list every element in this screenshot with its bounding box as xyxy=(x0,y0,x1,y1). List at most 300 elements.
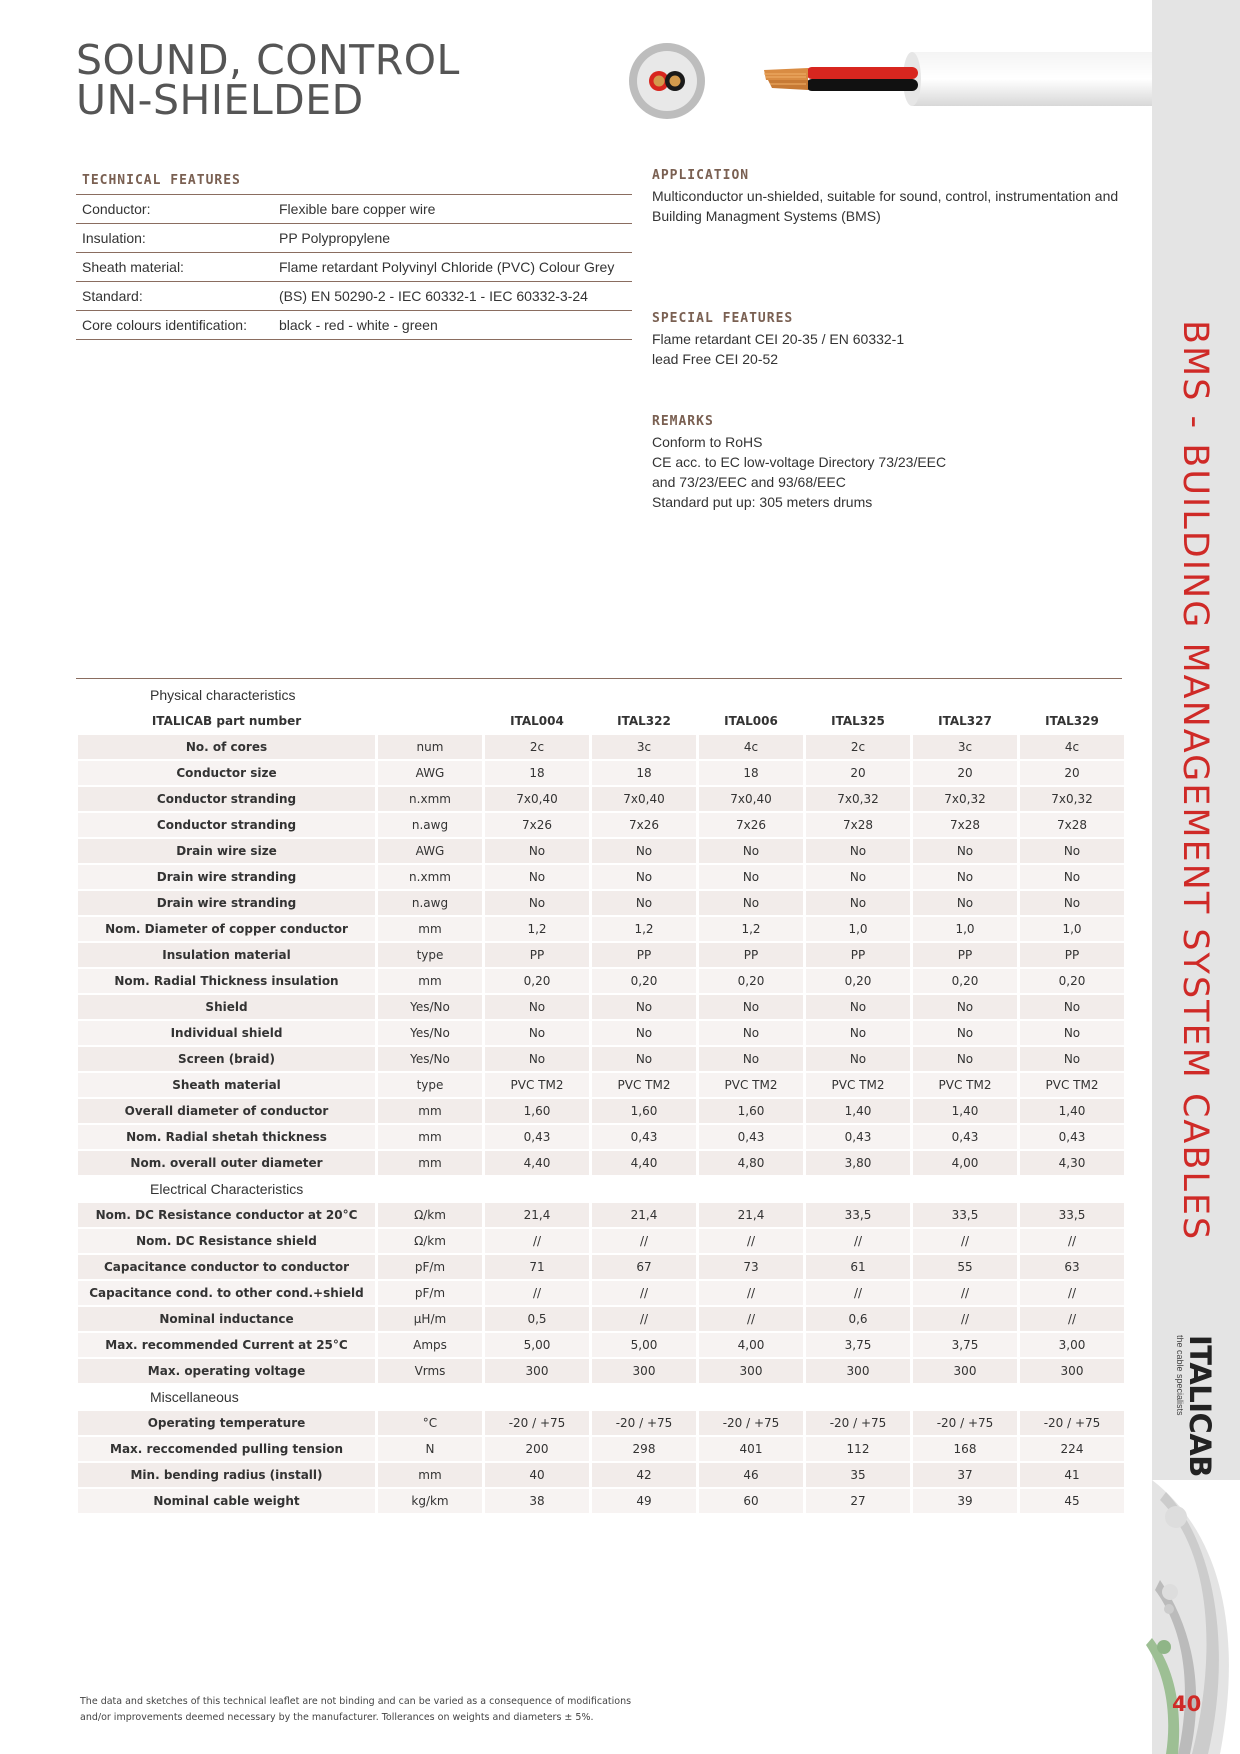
row-value: No xyxy=(1020,891,1124,915)
row-value: 38 xyxy=(485,1489,589,1513)
row-value: PVC TM2 xyxy=(485,1073,589,1097)
row-unit: Yes/No xyxy=(378,1021,482,1045)
row-value: 1,40 xyxy=(806,1099,910,1123)
remarks-line: Conform to RoHS xyxy=(652,434,763,450)
row-value: No xyxy=(806,995,910,1019)
row-value: 3c xyxy=(592,735,696,759)
technical-features xyxy=(76,168,632,340)
table-row xyxy=(78,1437,1124,1461)
row-value: No xyxy=(806,891,910,915)
row-label: Drain wire stranding xyxy=(78,865,375,889)
row-value: 300 xyxy=(485,1359,589,1383)
feature-label: Conductor: xyxy=(76,195,273,224)
row-unit: num xyxy=(378,735,482,759)
application-line: Building Managment Systems (BMS) xyxy=(652,208,881,224)
table-row xyxy=(78,787,1124,811)
row-value: 298 xyxy=(592,1437,696,1461)
logo-tagline: the cable specialists xyxy=(1175,1335,1185,1416)
feature-value: black - red - white - green xyxy=(273,311,632,340)
part-number: ITAL325 xyxy=(831,714,885,728)
table-row xyxy=(78,1021,1124,1045)
row-unit: °C xyxy=(378,1411,482,1435)
row-value: 67 xyxy=(592,1255,696,1279)
row-unit: type xyxy=(378,943,482,967)
feature-row xyxy=(76,311,632,340)
disclaimer-line: The data and sketches of this technical leaflet are not binding and can be varied as a consequence of modifications xyxy=(80,1696,632,1707)
row-value: PP xyxy=(1020,943,1124,967)
row-value: No xyxy=(699,891,803,915)
row-value: 1,0 xyxy=(806,917,910,941)
row-value: No xyxy=(913,995,1017,1019)
row-value: No xyxy=(485,995,589,1019)
table-row xyxy=(78,1333,1124,1357)
table-row xyxy=(78,995,1124,1019)
row-value: No xyxy=(806,839,910,863)
row-value: 1,2 xyxy=(485,917,589,941)
row-value: PVC TM2 xyxy=(592,1073,696,1097)
row-value: -20 / +75 xyxy=(485,1411,589,1435)
page-number: 40 xyxy=(1172,1692,1202,1716)
feature-row xyxy=(76,224,632,253)
row-value: 20 xyxy=(913,761,1017,785)
row-value: No xyxy=(592,1021,696,1045)
row-value: // xyxy=(1020,1281,1124,1305)
row-value: 27 xyxy=(806,1489,910,1513)
row-value: 300 xyxy=(806,1359,910,1383)
row-value: 112 xyxy=(806,1437,910,1461)
row-value: 1,40 xyxy=(1020,1099,1124,1123)
row-value: No xyxy=(592,891,696,915)
row-value: 37 xyxy=(913,1463,1017,1487)
logo-wordmark: ITALICAB xyxy=(1183,1335,1217,1477)
row-value: // xyxy=(913,1229,1017,1253)
row-value: 300 xyxy=(592,1359,696,1383)
row-value: No xyxy=(485,1047,589,1071)
row-label: Capacitance cond. to other cond.+shield xyxy=(78,1281,375,1305)
table-section-header xyxy=(78,683,1124,707)
table-row xyxy=(78,1411,1124,1435)
row-label: Screen (braid) xyxy=(78,1047,375,1071)
row-value: 300 xyxy=(913,1359,1017,1383)
row-unit: mm xyxy=(378,1099,482,1123)
row-value: 4c xyxy=(1020,735,1124,759)
row-value: -20 / +75 xyxy=(1020,1411,1124,1435)
row-value: 33,5 xyxy=(806,1203,910,1227)
row-label: Conductor size xyxy=(78,761,375,785)
row-value: 7x0,40 xyxy=(699,787,803,811)
row-value: 21,4 xyxy=(592,1203,696,1227)
table-row xyxy=(78,865,1124,889)
row-value: 18 xyxy=(592,761,696,785)
row-unit: n.xmm xyxy=(378,787,482,811)
row-label: Insulation material xyxy=(78,943,375,967)
row-label: Nom. Radial shetah thickness xyxy=(78,1125,375,1149)
row-label: Min. bending radius (install) xyxy=(78,1463,375,1487)
row-value: 21,4 xyxy=(485,1203,589,1227)
row-value: -20 / +75 xyxy=(913,1411,1017,1435)
title-line-2: UN-SHIELDED xyxy=(76,76,364,124)
row-label: Nom. overall outer diameter xyxy=(78,1151,375,1175)
row-unit: Amps xyxy=(378,1333,482,1357)
table-row xyxy=(78,839,1124,863)
table-top-rule xyxy=(76,678,1122,679)
row-value: 7x26 xyxy=(592,813,696,837)
special-features-line: Flame retardant CEI 20-35 / EN 60332-1 xyxy=(652,331,905,347)
remarks-heading: REMARKS xyxy=(652,414,714,429)
table-row xyxy=(78,1255,1124,1279)
row-value: 0,20 xyxy=(913,969,1017,993)
row-value: 1,60 xyxy=(699,1099,803,1123)
row-label: Drain wire size xyxy=(78,839,375,863)
row-label: Max. operating voltage xyxy=(78,1359,375,1383)
table-row xyxy=(78,943,1124,967)
table-row xyxy=(78,1073,1124,1097)
row-value: No xyxy=(913,891,1017,915)
row-value: 3,75 xyxy=(913,1333,1017,1357)
row-value: // xyxy=(592,1307,696,1331)
row-label: Drain wire stranding xyxy=(78,891,375,915)
row-value: 0,20 xyxy=(806,969,910,993)
row-value: No xyxy=(806,865,910,889)
row-label: Nom. DC Resistance shield xyxy=(78,1229,375,1253)
row-value: 4,40 xyxy=(592,1151,696,1175)
row-value: 20 xyxy=(1020,761,1124,785)
row-unit: pF/m xyxy=(378,1281,482,1305)
title-line-1: SOUND, CONTROL xyxy=(76,36,460,84)
row-value: // xyxy=(913,1307,1017,1331)
row-value: -20 / +75 xyxy=(699,1411,803,1435)
row-unit: mm xyxy=(378,1151,482,1175)
row-value: No xyxy=(485,839,589,863)
row-value: 0,43 xyxy=(1020,1125,1124,1149)
row-unit: n.awg xyxy=(378,813,482,837)
table-row xyxy=(78,1359,1124,1383)
table-section-header xyxy=(78,1385,1124,1409)
row-value: 1,2 xyxy=(592,917,696,941)
row-value: 42 xyxy=(592,1463,696,1487)
table-row xyxy=(78,917,1124,941)
part-number-label: ITALICAB part number xyxy=(151,714,302,728)
row-value: 33,5 xyxy=(913,1203,1017,1227)
row-value: 60 xyxy=(699,1489,803,1513)
table-row xyxy=(78,969,1124,993)
row-value: 20 xyxy=(806,761,910,785)
part-number: ITAL322 xyxy=(617,714,671,728)
row-value: 0,43 xyxy=(592,1125,696,1149)
row-unit: kg/km xyxy=(378,1489,482,1513)
cable-specs-table xyxy=(76,681,1122,1515)
row-label: No. of cores xyxy=(78,735,375,759)
row-value: No xyxy=(913,1021,1017,1045)
table-row xyxy=(78,1229,1124,1253)
row-value: 0,43 xyxy=(913,1125,1017,1149)
row-value: 0,20 xyxy=(1020,969,1124,993)
row-value: PP xyxy=(806,943,910,967)
row-value: 4c xyxy=(699,735,803,759)
table-row xyxy=(78,1281,1124,1305)
table-row xyxy=(78,1203,1124,1227)
table-section-header xyxy=(78,1177,1124,1201)
row-label: Conductor stranding xyxy=(78,813,375,837)
row-value: // xyxy=(699,1229,803,1253)
row-value: 1,0 xyxy=(913,917,1017,941)
part-number: ITAL006 xyxy=(724,714,778,728)
section-title: Physical characteristics xyxy=(150,687,296,703)
row-unit: N xyxy=(378,1437,482,1461)
row-value: // xyxy=(485,1229,589,1253)
row-value: 300 xyxy=(1020,1359,1124,1383)
table-row xyxy=(78,1125,1124,1149)
disclaimer-footer xyxy=(80,1694,640,1726)
row-unit: mm xyxy=(378,1125,482,1149)
row-unit: type xyxy=(378,1073,482,1097)
row-value: 33,5 xyxy=(1020,1203,1124,1227)
row-unit: Ω/km xyxy=(378,1229,482,1253)
row-label: Nom. Diameter of copper conductor xyxy=(78,917,375,941)
feature-value: PP Polypropylene xyxy=(273,224,632,253)
row-unit: pF/m xyxy=(378,1255,482,1279)
row-value: 73 xyxy=(699,1255,803,1279)
row-value: No xyxy=(699,1021,803,1045)
row-value: 200 xyxy=(485,1437,589,1461)
row-unit: n.xmm xyxy=(378,865,482,889)
row-value: No xyxy=(913,1047,1017,1071)
row-value: No xyxy=(1020,1047,1124,1071)
row-label: Individual shield xyxy=(78,1021,375,1045)
row-value: 39 xyxy=(913,1489,1017,1513)
technical-features-table xyxy=(76,194,632,340)
row-value: 7x26 xyxy=(699,813,803,837)
row-value: No xyxy=(806,1047,910,1071)
section-title: Electrical Characteristics xyxy=(150,1181,304,1197)
italicab-logo xyxy=(1170,1335,1220,1475)
row-value: 35 xyxy=(806,1463,910,1487)
row-label: Overall diameter of conductor xyxy=(78,1099,375,1123)
row-value: No xyxy=(699,1047,803,1071)
row-value: 224 xyxy=(1020,1437,1124,1461)
row-value: -20 / +75 xyxy=(592,1411,696,1435)
row-value: 4,40 xyxy=(485,1151,589,1175)
row-value: 168 xyxy=(913,1437,1017,1461)
row-value: PVC TM2 xyxy=(1020,1073,1124,1097)
row-value: 0,20 xyxy=(485,969,589,993)
row-value: 1,60 xyxy=(592,1099,696,1123)
row-value: 63 xyxy=(1020,1255,1124,1279)
row-value: 2c xyxy=(485,735,589,759)
row-unit: Ω/km xyxy=(378,1203,482,1227)
section-title: Miscellaneous xyxy=(150,1389,239,1405)
row-value: PP xyxy=(485,943,589,967)
row-value: 1,40 xyxy=(913,1099,1017,1123)
row-value: No xyxy=(485,1021,589,1045)
row-value: 49 xyxy=(592,1489,696,1513)
cable-cross-section-image xyxy=(628,42,706,120)
row-value: PP xyxy=(592,943,696,967)
row-value: 3c xyxy=(913,735,1017,759)
feature-value: Flexible bare copper wire xyxy=(273,195,632,224)
row-value: No xyxy=(1020,865,1124,889)
unit-header xyxy=(378,709,482,733)
feature-label: Core colours identification: xyxy=(76,311,273,340)
row-label: Max. reccomended pulling tension xyxy=(78,1437,375,1461)
row-unit: Yes/No xyxy=(378,995,482,1019)
application-line: Multiconductor un-shielded, suitable for sound, control, instrumentation and xyxy=(652,188,1119,204)
row-unit: mm xyxy=(378,969,482,993)
special-features-heading: SPECIAL FEATURES xyxy=(652,311,794,326)
row-unit: µH/m xyxy=(378,1307,482,1331)
remarks-line: and 73/23/EEC and 93/68/EEC xyxy=(652,474,846,490)
row-value: 7x0,40 xyxy=(592,787,696,811)
row-unit: mm xyxy=(378,1463,482,1487)
application-block xyxy=(652,166,1132,226)
row-value: 0,43 xyxy=(485,1125,589,1149)
row-value: 0,20 xyxy=(592,969,696,993)
row-value: No xyxy=(699,995,803,1019)
row-value: // xyxy=(485,1281,589,1305)
row-value: 1,0 xyxy=(1020,917,1124,941)
row-value: 0,43 xyxy=(806,1125,910,1149)
feature-label: Standard: xyxy=(76,282,273,311)
row-value: 3,75 xyxy=(806,1333,910,1357)
row-value: 4,30 xyxy=(1020,1151,1124,1175)
special-features-block xyxy=(652,309,1132,369)
row-unit: AWG xyxy=(378,761,482,785)
remarks-line: CE acc. to EC low-voltage Directory 73/23/EEC xyxy=(652,454,947,470)
row-value: 55 xyxy=(913,1255,1017,1279)
decorative-swoosh xyxy=(1100,1480,1240,1754)
part-number: ITAL004 xyxy=(510,714,564,728)
feature-value: Flame retardant Polyvinyl Chloride (PVC) Colour Grey xyxy=(273,253,632,282)
disclaimer-line: and/or improvements deemed necessary by the manufacturer. Tollerances on weights and diameters ± 5%. xyxy=(80,1712,594,1723)
row-value: 61 xyxy=(806,1255,910,1279)
row-label: Nominal inductance xyxy=(78,1307,375,1331)
row-value: 300 xyxy=(699,1359,803,1383)
row-value: 41 xyxy=(1020,1463,1124,1487)
row-value: 1,2 xyxy=(699,917,803,941)
row-value: 0,6 xyxy=(806,1307,910,1331)
row-value: PVC TM2 xyxy=(806,1073,910,1097)
table-row xyxy=(78,1047,1124,1071)
table-row xyxy=(78,1463,1124,1487)
row-value: // xyxy=(913,1281,1017,1305)
row-value: // xyxy=(699,1307,803,1331)
row-value: No xyxy=(699,839,803,863)
row-value: 7x0,32 xyxy=(913,787,1017,811)
table-row xyxy=(78,735,1124,759)
table-row xyxy=(78,891,1124,915)
row-value: 4,00 xyxy=(913,1151,1017,1175)
row-value: // xyxy=(592,1281,696,1305)
row-value: 4,00 xyxy=(699,1333,803,1357)
row-label: Capacitance conductor to conductor xyxy=(78,1255,375,1279)
row-value: PP xyxy=(699,943,803,967)
row-label: Nominal cable weight xyxy=(78,1489,375,1513)
row-value: 18 xyxy=(485,761,589,785)
table-row xyxy=(78,1489,1124,1513)
feature-label: Sheath material: xyxy=(76,253,273,282)
application-heading: APPLICATION xyxy=(652,168,750,183)
table-row xyxy=(78,1307,1124,1331)
row-value: 7x26 xyxy=(485,813,589,837)
row-label: Shield xyxy=(78,995,375,1019)
row-value: 21,4 xyxy=(699,1203,803,1227)
row-unit: n.awg xyxy=(378,891,482,915)
row-value: 2c xyxy=(806,735,910,759)
row-value: No xyxy=(1020,839,1124,863)
row-value: No xyxy=(1020,1021,1124,1045)
row-value: 46 xyxy=(699,1463,803,1487)
row-value: 71 xyxy=(485,1255,589,1279)
row-value: 4,80 xyxy=(699,1151,803,1175)
row-value: 5,00 xyxy=(592,1333,696,1357)
special-features-line: lead Free CEI 20-52 xyxy=(652,351,779,367)
row-value: // xyxy=(1020,1307,1124,1331)
remarks-line: Standard put up: 305 meters drums xyxy=(652,494,873,510)
row-value: 45 xyxy=(1020,1489,1124,1513)
row-value: No xyxy=(592,1047,696,1071)
row-value: 3,00 xyxy=(1020,1333,1124,1357)
row-value: No xyxy=(485,865,589,889)
row-label: Conductor stranding xyxy=(78,787,375,811)
row-value: No xyxy=(806,1021,910,1045)
part-number: ITAL327 xyxy=(938,714,992,728)
row-unit: Yes/No xyxy=(378,1047,482,1071)
table-row xyxy=(78,1099,1124,1123)
row-value: No xyxy=(592,865,696,889)
row-value: No xyxy=(1020,995,1124,1019)
row-value: // xyxy=(699,1281,803,1305)
row-value: 7x0,40 xyxy=(485,787,589,811)
row-value: 0,20 xyxy=(699,969,803,993)
row-value: 40 xyxy=(485,1463,589,1487)
row-value: // xyxy=(1020,1229,1124,1253)
feature-row xyxy=(76,253,632,282)
row-value: 7x28 xyxy=(806,813,910,837)
table-row xyxy=(78,1151,1124,1175)
row-label: Nom. Radial Thickness insulation xyxy=(78,969,375,993)
technical-features-heading: TECHNICAL FEATURES xyxy=(82,173,241,188)
row-value: No xyxy=(913,865,1017,889)
row-value: -20 / +75 xyxy=(806,1411,910,1435)
row-value: 0,5 xyxy=(485,1307,589,1331)
cable-side-view-image xyxy=(760,50,1152,108)
table-row xyxy=(78,813,1124,837)
row-unit: mm xyxy=(378,917,482,941)
row-value: No xyxy=(485,891,589,915)
row-value: 7x28 xyxy=(1020,813,1124,837)
row-value: 7x28 xyxy=(913,813,1017,837)
row-value: 1,60 xyxy=(485,1099,589,1123)
feature-row xyxy=(76,282,632,311)
row-unit: Vrms xyxy=(378,1359,482,1383)
remarks-block xyxy=(652,412,1132,512)
row-value: 5,00 xyxy=(485,1333,589,1357)
row-value: // xyxy=(806,1229,910,1253)
row-value: No xyxy=(913,839,1017,863)
part-number: ITAL329 xyxy=(1045,714,1099,728)
feature-label: Insulation: xyxy=(76,224,273,253)
row-value: 401 xyxy=(699,1437,803,1461)
feature-row xyxy=(76,195,632,224)
row-value: 3,80 xyxy=(806,1151,910,1175)
row-label: Operating temperature xyxy=(78,1411,375,1435)
row-value: PVC TM2 xyxy=(913,1073,1017,1097)
row-value: // xyxy=(806,1281,910,1305)
part-number-header-row xyxy=(78,709,1124,733)
row-value: 7x0,32 xyxy=(1020,787,1124,811)
row-value: // xyxy=(592,1229,696,1253)
row-value: PVC TM2 xyxy=(699,1073,803,1097)
